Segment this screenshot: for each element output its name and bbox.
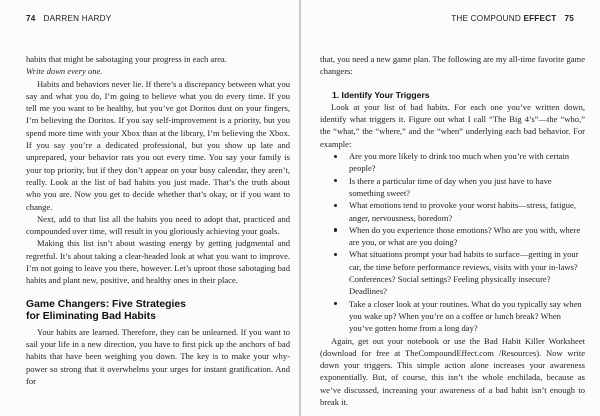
right-running-header: [451, 14, 574, 23]
paragraph: Write down every one.: [26, 66, 103, 77]
paragraph: Next, add to that list all the habits you need to adopt that, practiced and compounded over time, will result in you gloriously achieving your goals.: [26, 213, 290, 237]
list-item: What emotions tend to provoke your worst habits—stress, fatigue, anger, nervousness, boredom?: [320, 199, 585, 224]
paragraph: Look at your list of bad habits. For each one you’ve written down, identify what triggers it. Figure out what I call “The Big 4’s”—the “who,” the “what,” the “where,” and the “when” underlying each bad behavior. For example:: [320, 101, 585, 149]
paragraph: habits that might be sabotaging your progress in each area.: [26, 54, 227, 64]
left-running-head: DARREN HARDY: [43, 14, 112, 23]
right-running-head: THE COMPOUND: [451, 14, 521, 23]
paragraph: Again, get out your notebook or use the Bad Habit Killer Worksheet (download for free at TheCompoundEffect.com /Resources). Now write down your triggers. This simple action alone increases your awareness exponentially. But, of course, this isn’t the whole enchilada, because as we’ve discussed, increasing your awareness of a bad habit isn’t enough to break it.: [320, 335, 585, 408]
section-heading: [26, 299, 290, 323]
right-page-body: [320, 53, 585, 408]
left-page-body: [26, 53, 290, 387]
list-item: Is there a particular time of day when you just have to have something sweet?: [320, 175, 585, 200]
section-heading-line-2: for Eliminating Bad Habits: [26, 310, 156, 322]
left-running-header: [26, 14, 111, 23]
right-running-head-bold: EFFECT: [523, 14, 557, 23]
left-page: [0, 0, 299, 416]
paragraph: Habits and behaviors never lie. If there’s a discrepancy between what you say and what you do, I’m going to believe what you do every time. If you tell me you want to be healthy, but you’ve got Doritos dust on your fingers, I’m believing the Doritos. If you say self-improvement is a priority, but you spend more time with your Xbox than at the library, I’m believing the Xbox. If you say you’re a dedicated professional, but you show up late and unprepared, your behavior rats you out every time. You say your family is your top priority, but if they don’t appear on your busy calendar, they aren’t, really. Look at the list of bad habits you just made. That’s the truth about who you are. Now you get to decide whether that’s okay, or if you want to change.: [26, 78, 290, 212]
section-heading-line-1: Game Changers: Five Strategies: [26, 298, 186, 310]
paragraph: that, you need a new game plan. The following are my all-time favorite game changers:: [320, 54, 585, 77]
list-item: When do you experience those emotions? Who are you with, where are you, or what are you doing?: [320, 224, 585, 249]
paragraph: Making this list isn’t about wasting energy by getting judgmental and regretful. It’s about taking a clear-headed look at what you want to improve. I’m not going to leave you there, however. Let’s uproot those sabotaging bad habits and plant new, positive, and healthy ones in their place.: [26, 238, 290, 286]
subheading: 1. Identify Your Triggers: [332, 89, 430, 100]
list-item: Are you more likely to drink too much when you’re with certain people?: [320, 150, 585, 175]
paragraph: Your habits are learned. Therefore, they can be unlearned. If you want to sail your life in a new direction, you have to first pick up the anchors of bad habits that have been weighing you down. The key is to make your why-power so strong that it overwhelms your urges for instant gratification. And for: [26, 326, 290, 386]
list-item: Take a closer look at your routines. What do you typically say when you wake up? When you’re on a coffee or lunch break? When you’ve gotten home from a long day?: [320, 298, 585, 335]
right-page: [301, 0, 600, 416]
left-page-number: 74: [26, 14, 36, 23]
trigger-list: [320, 150, 585, 334]
list-item: What situations prompt your bad habits to surface—getting in your car, the time before performance reviews, visits with your in-laws? Conferences? Social settings? Feeling physically insecure? Deadlines?: [320, 248, 585, 297]
right-page-number: 75: [564, 14, 574, 23]
